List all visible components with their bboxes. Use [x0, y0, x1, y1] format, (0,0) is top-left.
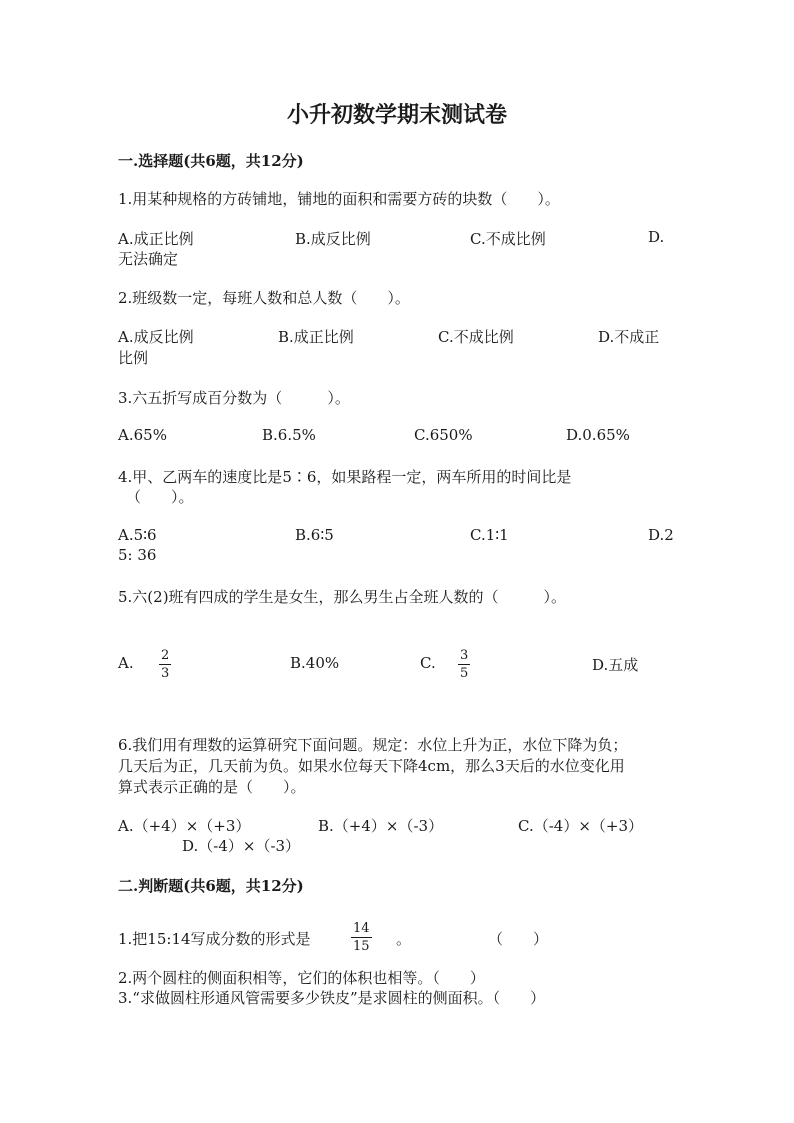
q6-option-a: A.（+4）×（+3）	[118, 817, 251, 835]
question-4-stem-wrap: （ ）。	[126, 488, 194, 506]
fraction-bar	[351, 937, 372, 938]
fraction-bar	[159, 664, 171, 665]
q6-option-b: B.（+4）×（-3）	[318, 817, 444, 835]
q3-option-b: B.6.5%	[262, 426, 316, 444]
q1-option-d: D.	[648, 228, 665, 246]
q5-option-a: A.	[118, 654, 134, 672]
q1-option-a: A.成正比例	[118, 230, 194, 248]
q2-option-d: D.不成正	[598, 328, 660, 346]
q3-option-a: A.65%	[118, 426, 167, 444]
q4-option-d-wrap: 5: 36	[118, 546, 157, 564]
question-1-stem: 1.用某种规格的方砖铺地，铺地的面积和需要方砖的块数（ ）。	[118, 190, 560, 208]
page-title: 小升初数学期末测试卷	[286, 102, 507, 128]
q2-option-d-wrap: 比例	[118, 349, 149, 367]
q4-option-d: D.2	[648, 526, 674, 544]
judgement-3-stem: 3.“求做圆柱形通风管需要多少铁皮”是求圆柱的侧面积。（ ）	[118, 989, 546, 1007]
question-6-stem-line-2: 几天后为正，几天前为负。如果水位每天下降4cm，那么3天后的水位变化用	[118, 757, 625, 775]
judgement-2-stem: 2.两个圆柱的侧面积相等，它们的体积也相等。（ ）	[118, 969, 485, 987]
q4-option-c: C.1∶1	[470, 526, 509, 544]
q5-option-c: C.	[420, 654, 436, 672]
q2-option-b: B.成正比例	[278, 328, 354, 346]
q2-option-c: C.不成比例	[438, 328, 514, 346]
q1-option-c: C.不成比例	[470, 230, 546, 248]
fraction-numerator: 3	[460, 648, 469, 663]
question-3-stem: 3.六五折写成百分数为（ ）。	[118, 389, 350, 407]
fraction-numerator: 14	[353, 921, 370, 936]
q5-option-a-fraction	[159, 648, 171, 681]
q5-option-d: D.五成	[592, 656, 639, 674]
fraction-bar	[458, 664, 470, 665]
section-heading-choice: 一.选择题(共6题，共12分)	[118, 152, 304, 170]
q2-option-a: A.成反比例	[118, 328, 194, 346]
question-4-stem: 4.甲、乙两车的速度比是5∶6，如果路程一定，两车所用的时间比是	[118, 468, 572, 486]
fraction-numerator: 2	[161, 648, 170, 663]
question-6-stem-line-1: 6.我们用有理数的运算研究下面问题。规定：水位上升为正，水位下降为负；	[118, 736, 628, 754]
judgement-1-stem: 1.把15:14写成分数的形式是	[118, 930, 311, 948]
q3-option-c: C.650%	[414, 426, 473, 444]
q4-option-a: A.5∶6	[118, 526, 157, 544]
judgement-1-fraction	[351, 921, 372, 954]
question-6-stem-line-3: 算式表示正确的是（ ）。	[118, 778, 306, 796]
judgement-1-answer-paren: （ ）	[488, 930, 549, 948]
q1-option-d-wrap: 无法确定	[118, 250, 179, 268]
q3-option-d: D.0.65%	[566, 426, 630, 444]
question-2-stem: 2.班级数一定，每班人数和总人数（ ）。	[118, 289, 410, 307]
section-heading-judgement: 二.判断题(共6题，共12分)	[118, 877, 304, 895]
q4-option-b: B.6∶5	[295, 526, 334, 544]
fraction-denominator: 3	[161, 666, 170, 681]
fraction-denominator: 15	[353, 939, 370, 954]
q5-option-b: B.40%	[290, 654, 340, 672]
q1-option-b: B.成反比例	[295, 230, 371, 248]
q5-option-c-fraction	[458, 648, 470, 681]
fraction-denominator: 5	[460, 666, 469, 681]
q6-option-c: C.（-4）×（+3）	[518, 817, 644, 835]
judgement-1-period: 。	[396, 930, 412, 948]
q6-option-d: D.（-4）×（-3）	[182, 837, 301, 855]
question-5-stem: 5.六(2)班有四成的学生是女生，那么男生占全班人数的（ ）。	[118, 588, 567, 606]
